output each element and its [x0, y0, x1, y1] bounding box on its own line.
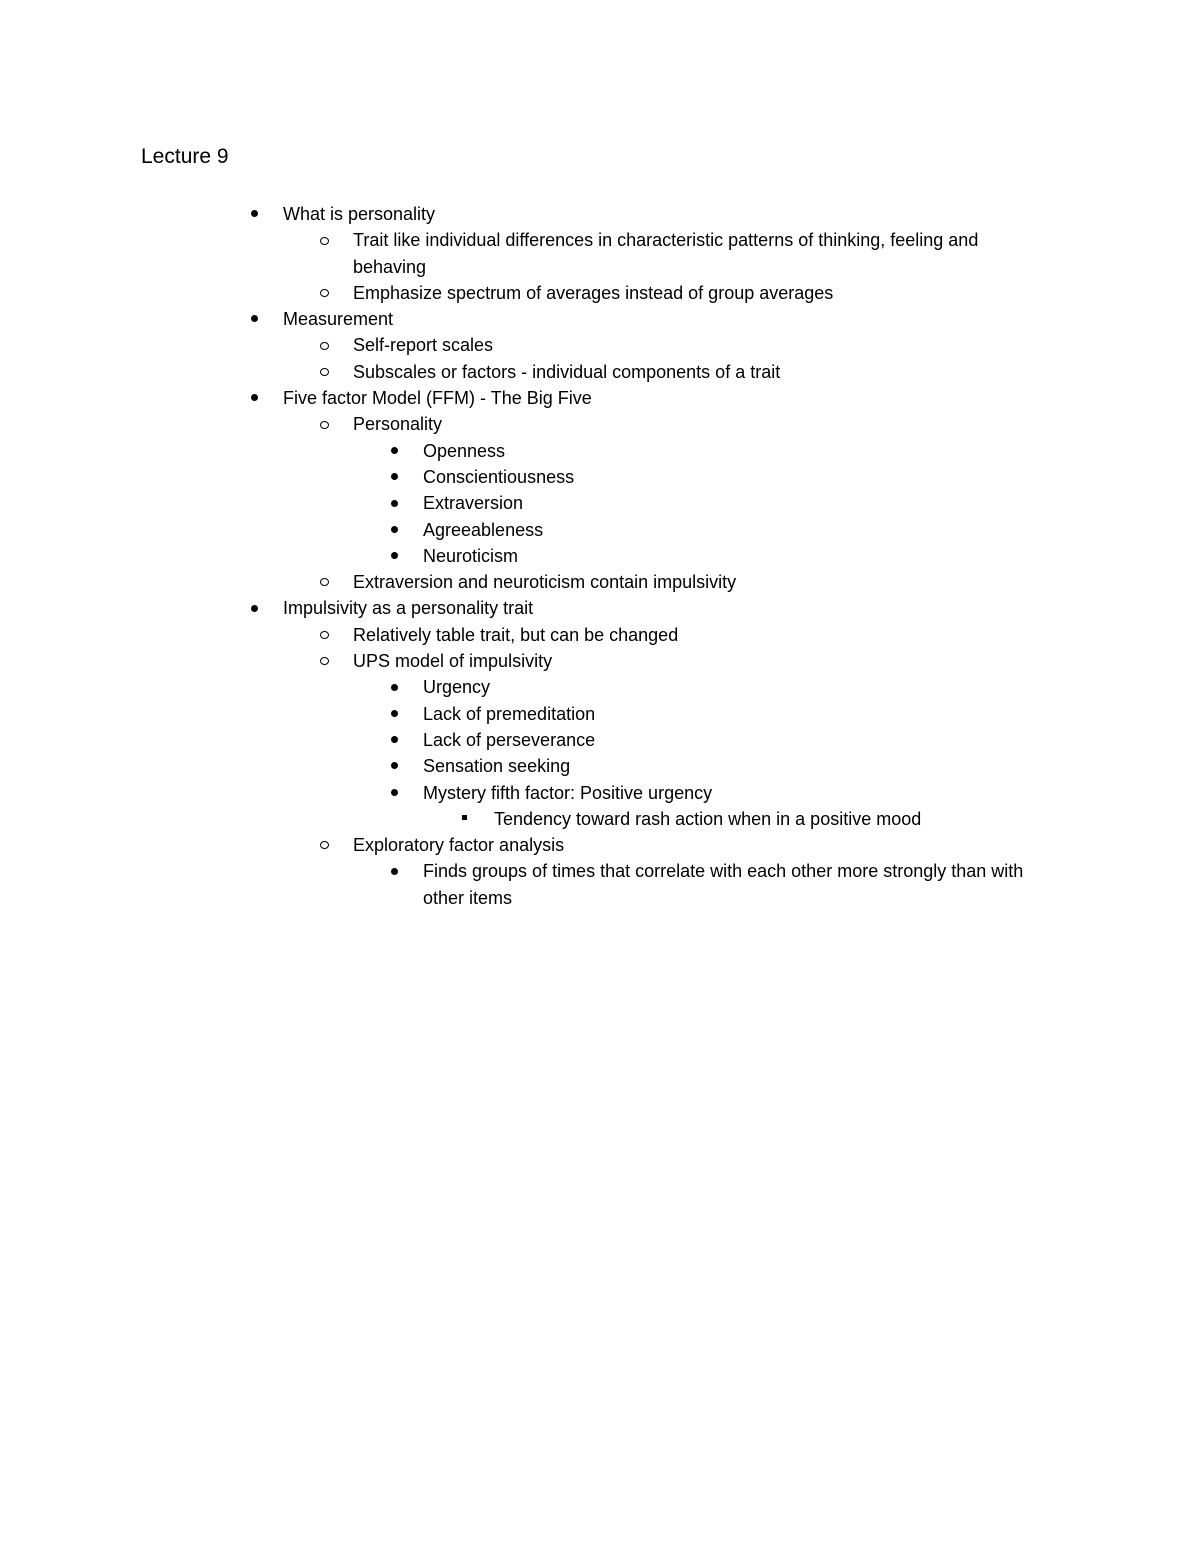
bullet-dot-icon [384, 674, 404, 700]
list-item-text: Extraversion [423, 493, 524, 514]
bullet-dot-icon [384, 490, 404, 516]
list-item [0, 517, 1200, 543]
bullet-circle-icon [314, 332, 334, 358]
list-item-text: Measurement [283, 309, 394, 330]
list-item [0, 280, 1200, 306]
list-item-text: What is personality [283, 204, 436, 224]
bullet-circle-icon [314, 569, 334, 595]
list-item [0, 543, 1200, 569]
list-item-text: Finds groups of times that correlate with each other more strongly than with other items [423, 861, 1024, 908]
list-item [0, 464, 1200, 490]
bullet-square-icon [454, 806, 474, 832]
list-item-text: UPS model of impulsivity [353, 651, 553, 672]
bullet-dot-icon [244, 385, 264, 411]
bullet-circle-icon [314, 227, 334, 253]
list-item [0, 438, 1200, 464]
list-item [0, 753, 1200, 779]
bullet-dot-icon [244, 595, 264, 621]
list-item [0, 569, 1200, 595]
list-item-text: Impulsivity as a personality trait [283, 598, 534, 619]
list-item [0, 674, 1200, 700]
list-item [0, 701, 1200, 727]
list-item [0, 359, 1200, 385]
bullet-dot-icon [384, 517, 404, 543]
bullet-circle-icon [314, 411, 334, 437]
list-item-text: Exploratory factor analysis [353, 835, 565, 856]
outline-list [0, 201, 1200, 911]
bullet-circle-icon [314, 622, 334, 648]
list-item [0, 648, 1200, 674]
list-item [0, 595, 1200, 621]
bullet-dot-icon [244, 201, 264, 227]
bullet-circle-icon [314, 648, 334, 674]
list-item-text: Trait like individual differences in characteristic patterns of thinking, feeling and behaving [353, 230, 979, 277]
bullet-dot-icon [384, 543, 404, 569]
list-item-text: Openness [423, 440, 506, 461]
list-item-text: Conscientiousness [423, 466, 575, 487]
list-item-text: Agreeableness [423, 519, 544, 540]
list-item [0, 832, 1200, 858]
list-item-text: Emphasize spectrum of averages instead of group averages [353, 282, 834, 303]
list-item-text: Relatively table trait, but can be changed [353, 624, 679, 645]
list-item-text: Personality [353, 414, 443, 435]
document-title: Lecture 9 [141, 145, 229, 168]
list-item [0, 332, 1200, 358]
bullet-dot-icon [244, 306, 264, 332]
list-item [0, 780, 1200, 806]
bullet-dot-icon [384, 438, 404, 464]
list-item [0, 227, 1200, 280]
bullet-circle-icon [314, 832, 334, 858]
list-item-text: Subscales or factors - individual components of a trait [353, 361, 781, 382]
bullet-dot-icon [384, 780, 404, 806]
list-item [0, 385, 1200, 411]
list-item [0, 490, 1200, 516]
bullet-dot-icon [384, 701, 404, 727]
list-item [0, 858, 1200, 911]
bullet-dot-icon [384, 464, 404, 490]
list-item [0, 201, 1200, 227]
list-item-text: Extraversion and neuroticism contain impulsivity [353, 572, 737, 593]
bullet-circle-icon [314, 359, 334, 385]
list-item-text: Self-report scales [353, 335, 494, 356]
list-item-text: Neuroticism [423, 545, 519, 566]
list-item [0, 806, 1200, 832]
bullet-dot-icon [384, 727, 404, 753]
list-item-text: Sensation seeking [423, 756, 571, 777]
list-item-text: Five factor Model (FFM) - The Big Five [283, 388, 592, 409]
list-item [0, 411, 1200, 437]
list-item-text: Mystery fifth factor: Positive urgency [423, 782, 713, 803]
bullet-dot-icon [384, 753, 404, 779]
list-item [0, 306, 1200, 332]
list-item-text: Tendency toward rash action when in a positive mood [494, 808, 922, 829]
bullet-dot-icon [384, 858, 404, 884]
list-item-text: Lack of premeditation [423, 703, 596, 724]
bullet-circle-icon [314, 280, 334, 306]
list-item [0, 727, 1200, 753]
list-item-text: Lack of perseverance [423, 729, 596, 750]
list-item [0, 622, 1200, 648]
list-item-text: Urgency [423, 677, 491, 698]
